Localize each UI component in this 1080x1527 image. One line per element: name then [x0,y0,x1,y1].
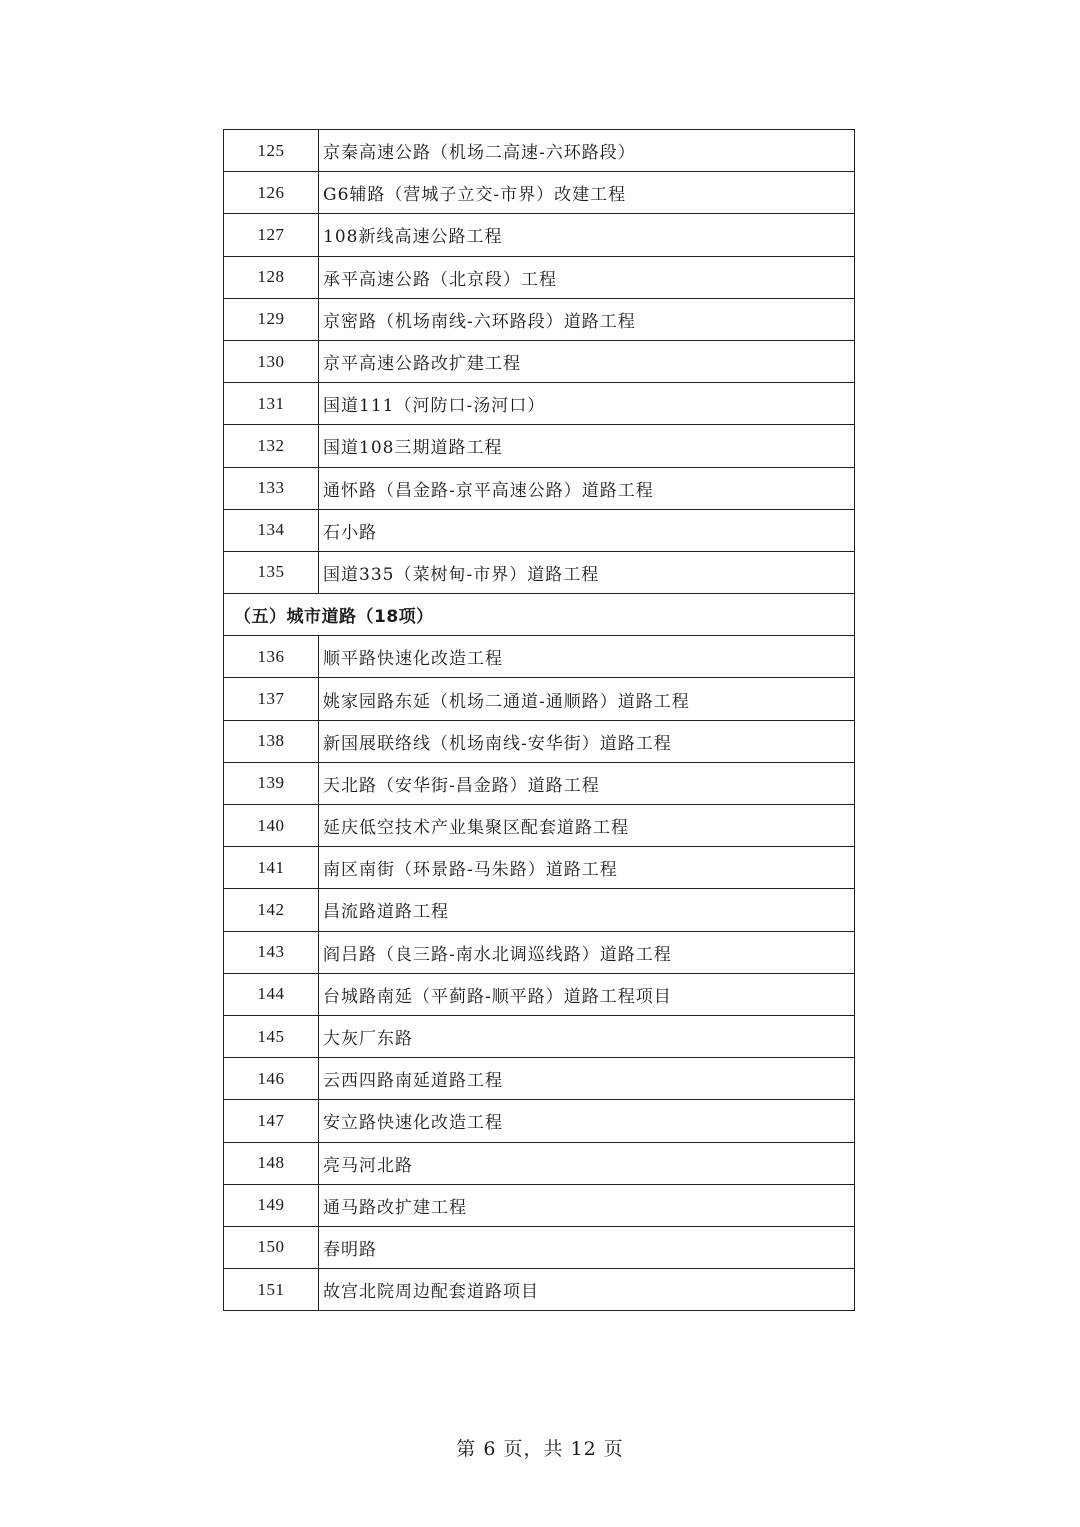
table-row [224,847,855,889]
row-number: 146 [224,1058,319,1100]
row-number: 145 [224,1015,319,1057]
project-name: 京秦高速公路（机场二高速-六环路段） [319,130,855,172]
table-row [224,1226,855,1268]
table-row [224,1184,855,1226]
table-row [224,1058,855,1100]
project-name: 顺平路快速化改造工程 [319,636,855,678]
project-name: 昌流路道路工程 [319,889,855,931]
row-number: 136 [224,636,319,678]
table-row [224,973,855,1015]
table-row [224,889,855,931]
row-number: 135 [224,551,319,593]
project-name: G6辅路（营城子立交-市界）改建工程 [319,172,855,214]
table-row [224,1269,855,1311]
table-row [224,1142,855,1184]
table-row [224,425,855,467]
row-number: 127 [224,214,319,256]
table-row [224,172,855,214]
project-name: 108新线高速公路工程 [319,214,855,256]
table-row [224,551,855,593]
row-number: 143 [224,931,319,973]
table-row [224,383,855,425]
row-number: 141 [224,847,319,889]
row-number: 150 [224,1226,319,1268]
table-row [224,509,855,551]
project-name: 京平高速公路改扩建工程 [319,340,855,382]
row-number: 128 [224,256,319,298]
project-name: 国道111（河防口-汤河口） [319,383,855,425]
project-name: 阎吕路（良三路-南水北调巡线路）道路工程 [319,931,855,973]
table-row [224,130,855,172]
section-title: （五）城市道路（18项） [224,594,855,636]
row-number: 142 [224,889,319,931]
row-number: 137 [224,678,319,720]
project-table [223,129,855,1311]
row-number: 126 [224,172,319,214]
table-row [224,678,855,720]
project-name: 春明路 [319,1226,855,1268]
row-number: 129 [224,298,319,340]
page-number: 第 6 页，共 12 页 [456,1438,624,1460]
table-row [224,1015,855,1057]
project-name: 云西四路南延道路工程 [319,1058,855,1100]
row-number: 151 [224,1269,319,1311]
row-number: 131 [224,383,319,425]
row-number: 134 [224,509,319,551]
project-name: 大灰厂东路 [319,1015,855,1057]
table-row [224,214,855,256]
row-number: 139 [224,762,319,804]
project-name: 国道335（菜树甸-市界）道路工程 [319,551,855,593]
project-name: 国道108三期道路工程 [319,425,855,467]
row-number: 132 [224,425,319,467]
table-row [224,805,855,847]
row-number: 125 [224,130,319,172]
project-name: 姚家园路东延（机场二通道-通顺路）道路工程 [319,678,855,720]
project-name: 故宫北院周边配套道路项目 [319,1269,855,1311]
table-row [224,298,855,340]
row-number: 138 [224,720,319,762]
row-number: 148 [224,1142,319,1184]
project-name: 通马路改扩建工程 [319,1184,855,1226]
project-name: 新国展联络线（机场南线-安华街）道路工程 [319,720,855,762]
project-name: 台城路南延（平蓟路-顺平路）道路工程项目 [319,973,855,1015]
row-number: 140 [224,805,319,847]
project-name: 天北路（安华街-昌金路）道路工程 [319,762,855,804]
project-name: 京密路（机场南线-六环路段）道路工程 [319,298,855,340]
row-number: 147 [224,1100,319,1142]
project-name: 承平高速公路（北京段）工程 [319,256,855,298]
table-row [224,762,855,804]
table-row [224,256,855,298]
table-row [224,1100,855,1142]
table-row [224,636,855,678]
section-header-row [224,594,855,636]
project-name: 延庆低空技术产业集聚区配套道路工程 [319,805,855,847]
row-number: 133 [224,467,319,509]
table-row [224,467,855,509]
project-name: 安立路快速化改造工程 [319,1100,855,1142]
table-row [224,340,855,382]
row-number: 144 [224,973,319,1015]
row-number: 149 [224,1184,319,1226]
table-row [224,931,855,973]
table-row [224,720,855,762]
project-table-body [224,130,855,1311]
row-number: 130 [224,340,319,382]
project-name: 亮马河北路 [319,1142,855,1184]
project-name: 通怀路（昌金路-京平高速公路）道路工程 [319,467,855,509]
project-name: 石小路 [319,509,855,551]
project-name: 南区南街（环景路-马朱路）道路工程 [319,847,855,889]
